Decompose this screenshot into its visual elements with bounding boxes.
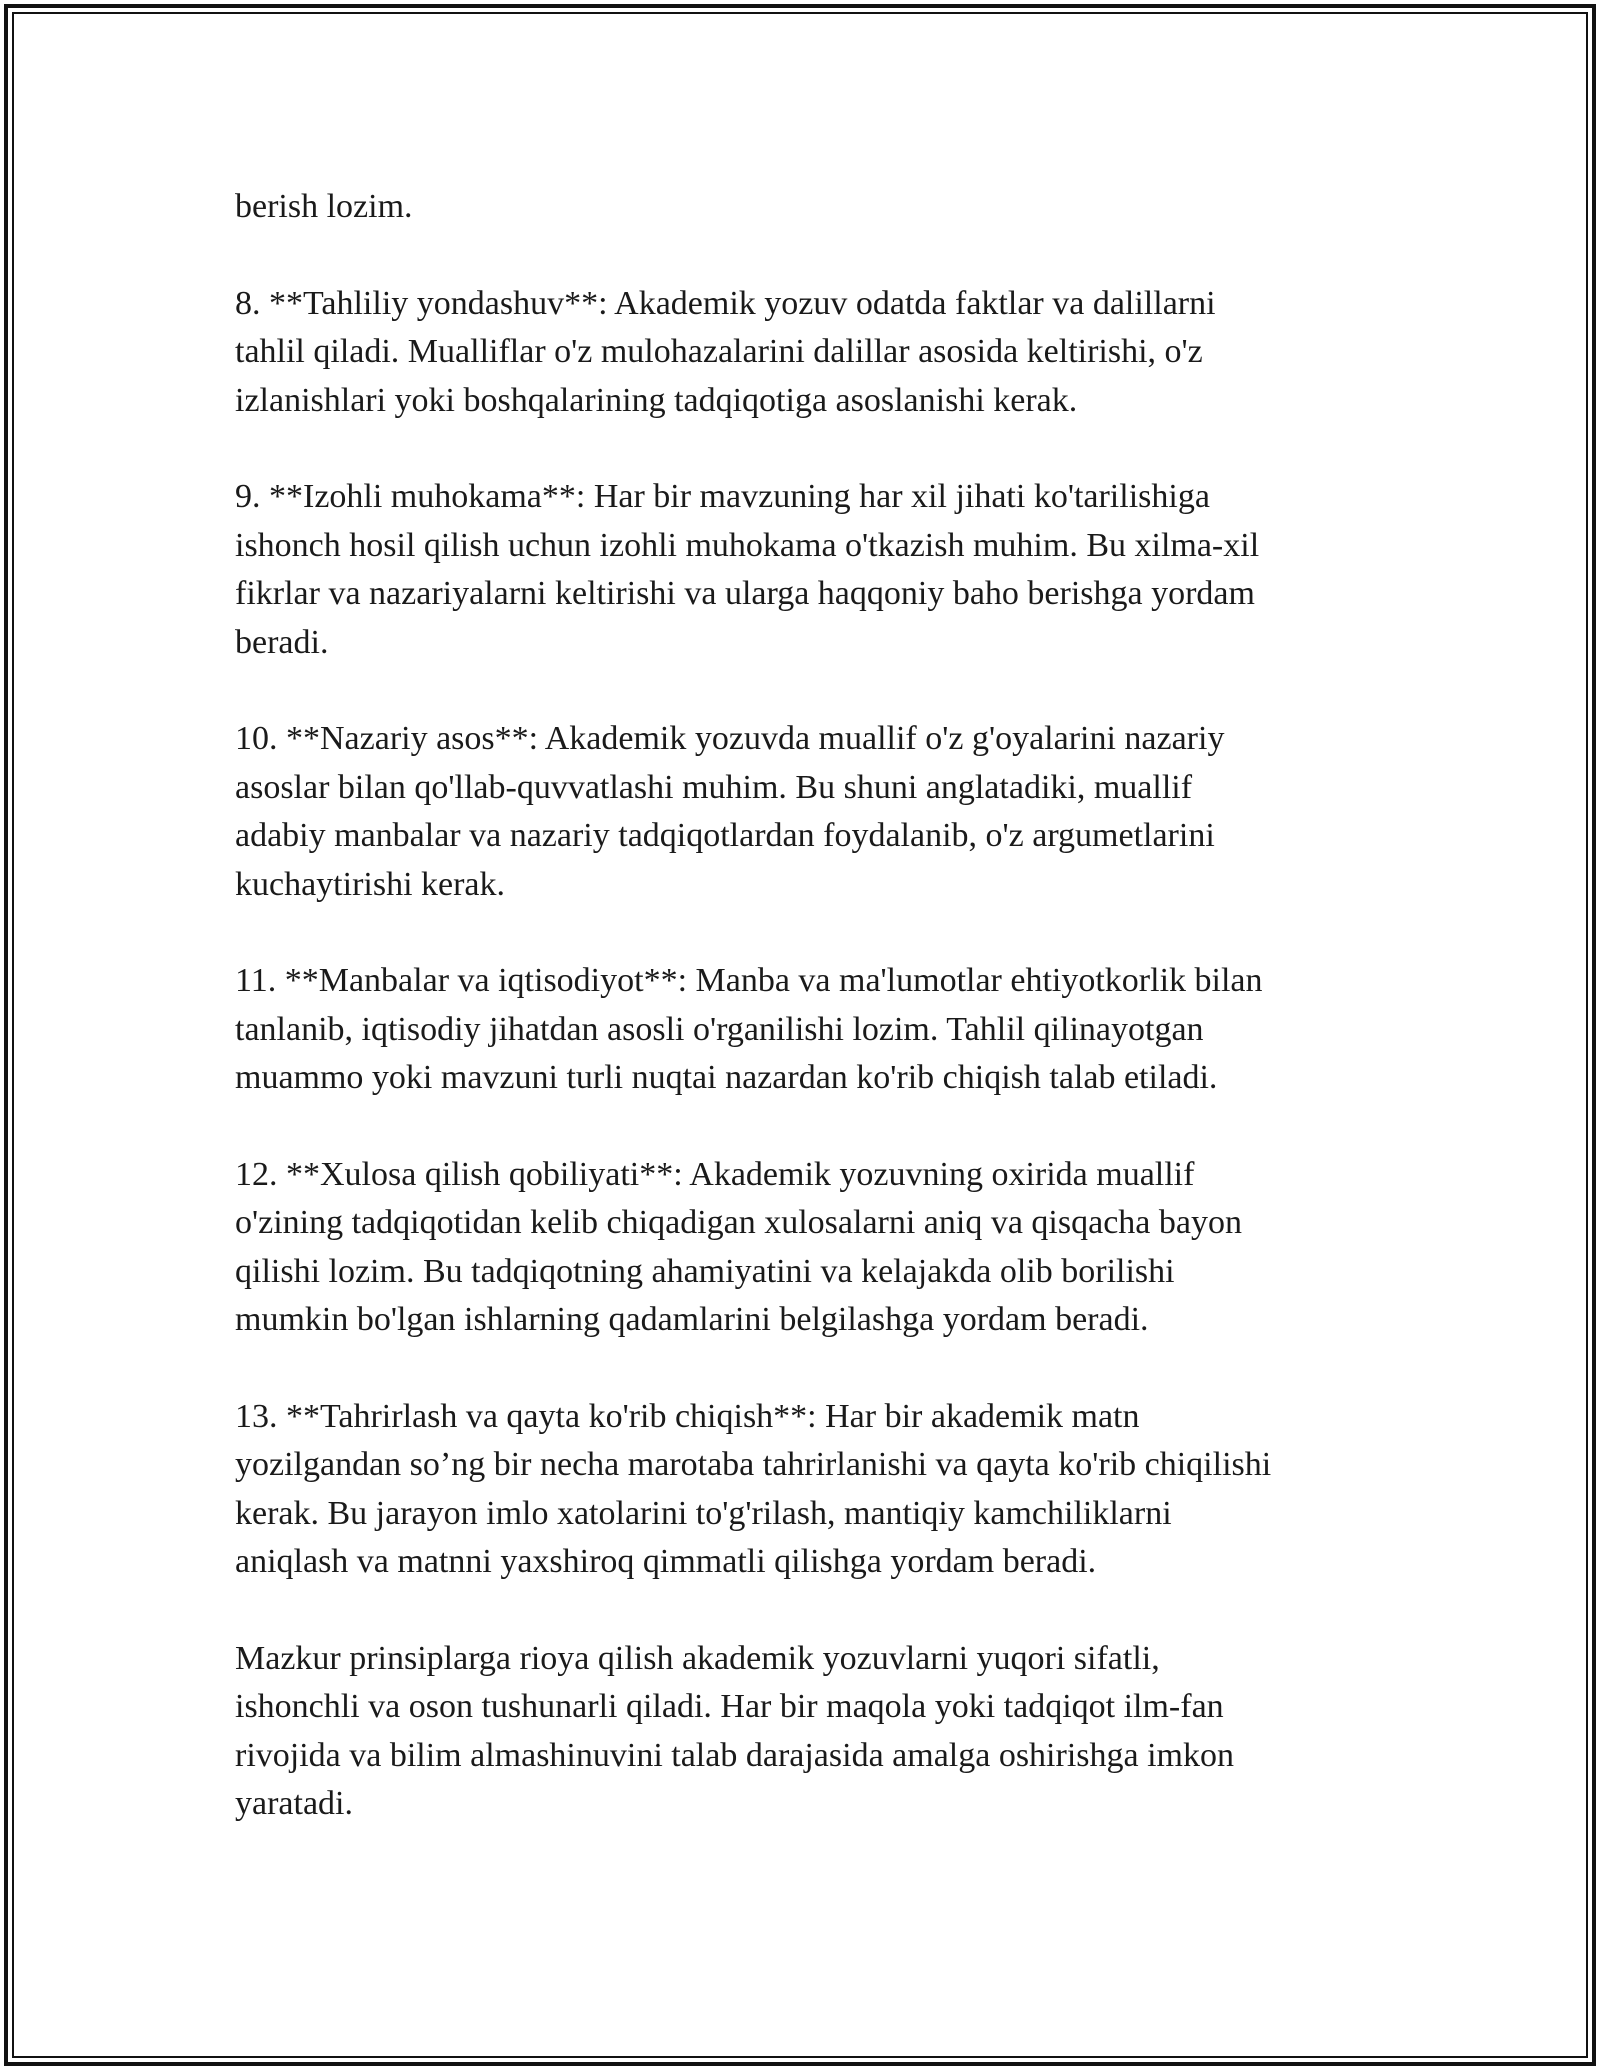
paragraph-item-8: 8. **Tahliliy yondashuv**: Akademik yozuv odatda faktlar va dalillarni tahlil qiladi. Mualliflar o'z mulohazalarini dalillar asosida keltirishi, o'z izlanishlari yoki boshqalarining tadqiqotiga asoslanishi kerak.: [235, 284, 1216, 419]
paragraph-conclusion: Mazkur prinsiplarga rioya qilish akademik yozuvlarni yuqori sifatli, ishonchli va oson tushunarli qiladi. Har bir maqola yoki tadqiqot ilm-fan rivojida va bilim almashinuvini talab darajasida amalga oshirishga imkon yaratadi.: [235, 1640, 1234, 1823]
paragraph-continuation: berish lozim.: [235, 188, 413, 225]
paragraph-item-10: 10. **Nazariy asos**: Akademik yozuvda muallif o'z g'oyalarini nazariy asoslar bilan qo'llab-quvvatlashi muhim. Bu shuni anglatadiki, muallif adabiy manbalar va nazariy tadqiqotlardan foydalanib, o'z argumetlarini kuchaytirishi kerak.: [235, 720, 1225, 903]
paragraph-item-9: 9. **Izohli muhokama**: Har bir mavzuning har xil jihati ko'tarilishiga ishonch hosil qilish uchun izohli muhokama o'tkazish muhim. Bu xilma-xil fikrlar va nazariyalarni keltirishi va ularga haqqoniy baho berishga yordam beradi.: [235, 478, 1260, 661]
paragraph-item-13: 13. **Tahrirlash va qayta ko'rib chiqish**: Har bir akademik matn yozilgandan so’ng bir necha marotaba tahrirlanishi va qayta ko'rib chiqilishi kerak. Bu jarayon imlo xatolarini to'g'rilash, mantiqiy kamchiliklarni aniqlash va matnni yaxshiroq qimmatli qilishga yordam beradi.: [235, 1398, 1272, 1581]
paragraph-item-11: 11. **Manbalar va iqtisodiyot**: Manba va ma'lumotlar ehtiyotkorlik bilan tanlanib, iqtisodiy jihatdan asosli o'rganilishi lozim. Tahlil qilinayotgan muammo yoki mavzuni turli nuqtai nazardan ko'rib chiqish talab etiladi.: [235, 962, 1263, 1097]
document-body: [235, 183, 1370, 1829]
paragraph-item-12: 12. **Xulosa qilish qobiliyati**: Akademik yozuvning oxirida muallif o'zining tadqiqotidan kelib chiqadigan xulosalarni aniq va qisqacha bayon qilishi lozim. Bu tadqiqotning ahamiyatini va kelajakda olib borilishi mumkin bo'lgan ishlarning qadamlarini belgilashga yordam beradi.: [235, 1156, 1242, 1339]
